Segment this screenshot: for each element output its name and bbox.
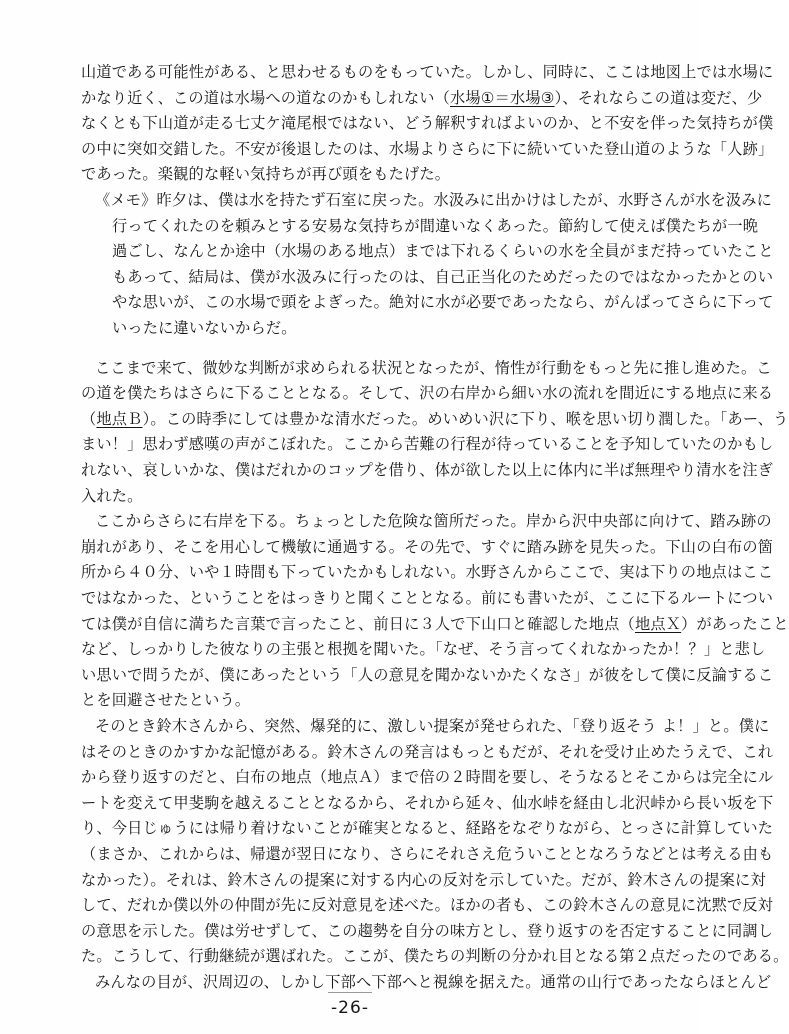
text-span: かなり近く、この道は水場への道なのかもしれない（: [81, 89, 450, 107]
text-line: た。こうして、行動継続が選ばれた。ここが、僕たちの判断の分かれ目となる第２点だったのである。: [81, 947, 789, 965]
text-line: の意思を示した。僕は労せずして、この趨勢を自分の味方とし、登り返すのを否定することに同調し: [81, 922, 774, 940]
text-line: なかった）。それは、鈴木さんの提案に対する内心の反対を示していた。だが、鈴木さんの提案に対: [81, 871, 766, 889]
text-line: り、今日じゅうには帰り着けないことが確実となると、経路をなぞりながら、とっさに計算していた: [81, 819, 774, 837]
text-line: 所から４０分、いや１時間も下っていたかもしれない。水野さんからここで、実は下りの地点はここ: [81, 563, 774, 581]
text-line: ここまで来て、微妙な判断が求められる状況となったが、惰性が行動をもっと先に推し進めた。こ: [95, 359, 772, 377]
text-line: みんなの目が、沢周辺の、しかし下部へ下部へと視線を据えた。通常の山行であったならほとんど: [95, 973, 772, 991]
memo-line: やな思いが、この水場で頭をよぎった。絶対に水が必要であったなら、がんばってさらに下って: [112, 293, 774, 311]
underlined-reference: 地点Ｂ: [96, 410, 143, 428]
text-line: であった。楽観的な軽い気持ちが再び頭をもたげた。: [81, 165, 451, 183]
memo-line: 行ってくれたのを頼みとする安易な気持ちが間違いなくあった。節約して使えば僕たちが一晩: [112, 217, 759, 235]
memo-line: もあって、結局は、僕が水汲みに行ったのは、自己正当化のためだったのではなかったかとのい: [112, 268, 774, 286]
page-number-rule: [328, 992, 372, 993]
text-line: 山道である可能性がある、と思わせるものをもっていた。しかし、同時に、ここは地図上では水場に: [81, 63, 774, 81]
text-line: そのとき鈴木さんから、突然、爆発的に、激しい提案が発せられた、「登り返そう よ！」と。僕に: [95, 717, 770, 735]
text-line: [81, 614, 789, 634]
text-line: 《メモ》昨夕は、僕は水を持たず石室に戻った。水汲みに出かけはしたが、水野さんが水を汲みに: [95, 191, 773, 209]
text-line: なくとも下山道が走る七丈ケ滝尾根ではない、どう解釈すればよいのか、と不安を伴った気持ちが僕: [81, 114, 774, 132]
memo-line: 過ごし、なんとか途中（水場のある地点）までは下れるくらいの水を全員がまだ持っていたこと: [112, 242, 774, 260]
text-line: の道を僕たちはさらに下ることとなる。そして、沢の右岸から細い水の流れを間近にする地点に来る: [81, 384, 774, 402]
text-line: れない、哀しいかな、僕はだれかのコップを借り、体が欲した以上に体内に半ば無理やり清水を注ぎ: [81, 461, 774, 479]
text-line: ではなかった、ということをはっきりと聞くこととなる。前にも書いたが、ここに下るルートについ: [81, 589, 774, 607]
page-number: -26-: [331, 998, 369, 1018]
underlined-reference: 水場①＝水場③: [450, 89, 555, 107]
text-line: はそのときのかすかな記憶がある。鈴木さんの発言はもっともだが、それを受け止めたうえで、これ: [81, 743, 774, 761]
text-line: [81, 409, 788, 429]
text-line: から登り返すのだと、白布の地点（地点Ａ）まで倍の２時間を要し、そうなるとそこからは完全にル: [81, 768, 774, 786]
text-line: して、だれか僕以外の仲間が先に反対意見を述べた。ほかの者も、この鈴木さんの意見に沈黙で反対: [81, 896, 774, 914]
memo-line: いったに違いないからだ。: [112, 319, 297, 337]
text-line: ここからさらに右岸を下る。ちょっとした危険な箇所だった。岸から沢中央部に向けて、踏み跡の: [95, 512, 772, 530]
text-line: まい！」思わず感嘆の声がこぼれた。ここから苦難の行程が待っていることを予知していたのかもし: [81, 435, 774, 453]
text-line: とを回避させたという。: [81, 691, 251, 709]
text-line: の中に突如交錯した。不安が後退したのは、水場よりさらに下に続いていた登山道のような「人跡」: [81, 140, 774, 158]
text-line: 入れた。: [81, 487, 143, 505]
text-span: （: [81, 410, 97, 428]
text-line: [81, 88, 762, 108]
text-line: （まさか、これからは、帰還が翌日になり、さらにそれさえ危ういこととなろうなどとは考える由も: [81, 845, 774, 863]
text-span: ）、それならこの道は変だ、少: [554, 89, 763, 107]
text-line: い思いで問うたが、僕にあったという「人の意見を聞かないかたくなさ」が彼をして僕に反論するこ: [81, 666, 774, 684]
text-line: など、しっかりした彼なりの主張と根拠を聞いた。「なぜ、そう言ってくれなかったか！？」と悲し: [81, 640, 766, 658]
text-span: ）。この時季にしては豊かな清水だった。めいめい沢に下り、喉を思い切り潤した。「あー、う: [142, 410, 789, 428]
underlined-reference: 地点Ｘ: [634, 615, 682, 633]
text-line: ートを変えて甲斐駒を越えることとなるから、それから延々、仙水峠を経由し北沢峠から長い坂を下: [81, 794, 774, 812]
text-span: ）があったこと: [681, 615, 789, 633]
text-span: ては僕が自信に満ちた言葉で言ったこと、前日に３人で下山口と確認した地点（: [81, 615, 635, 633]
text-line: 崩れがあり、そこを用心して機敏に通過する。その先で、すぐに踏み跡を見失った。下山の白布の箇: [81, 538, 774, 556]
